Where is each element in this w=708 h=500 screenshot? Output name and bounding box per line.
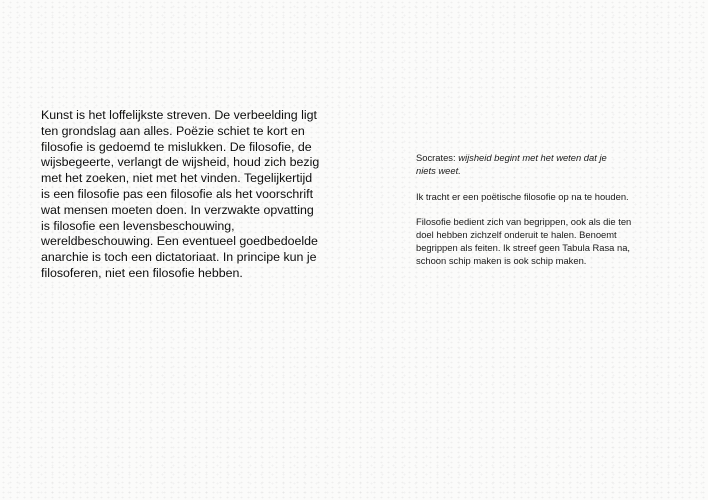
left-paragraph-line: wereldbeschouwing. Een eventueel goedbedoelde [41,234,318,249]
left-paragraph-line: is een filosofie pas een filosofie als het voorschrift [41,186,314,201]
left-paragraph [41,108,321,282]
left-paragraph-line: ten grondslag aan alles. Poëzie schiet te kort en [41,123,305,138]
left-paragraph-line: filosoferen, niet een filosofie hebben. [41,265,243,280]
left-paragraph-line: Kunst is het loffelijkste streven. De verbeelding ligt [41,108,317,122]
concepts-paragraph-line: doel hebben zichzelf onderuit te halen. Benoemt [416,229,617,241]
concepts-paragraph-line: begrippen als feiten. Ik streef geen Tabula Rasa na, [416,241,631,253]
concepts-paragraph-line: Filosofie bedient zich van begrippen, ook als die ten [416,216,632,228]
poetic-philosophy-paragraph: Ik tracht er een poëtische filosofie op na te houden. [416,190,629,202]
quote-text-line: niets weet. [416,164,461,176]
quote-text-line: wijsheid begint met het weten dat je [458,152,607,163]
socrates-quote [416,152,696,178]
concepts-paragraph [416,216,696,267]
left-paragraph-line: wijsbegeerte, verlangt de wijsheid, houd zich bezig [41,155,320,170]
concepts-paragraph-line: schoon schip maken is ook schip maken. [416,254,587,266]
quote-author: Socrates: [416,152,456,163]
left-paragraph-line: filosofie is gedoemd te mislukken. De filosofie, de [41,139,312,154]
left-paragraph-line: is filosofie een levensbeschouwing, [41,218,235,233]
left-paragraph-line: wat mensen moeten doen. In verzwakte opvatting [41,202,314,217]
left-paragraph-line: anarchie is toch een dictatoriaat. In principe kun je [41,250,317,265]
left-paragraph-line: met het zoeken, niet met het vinden. Tegelijkertijd [41,171,313,186]
right-text-block [416,152,696,268]
